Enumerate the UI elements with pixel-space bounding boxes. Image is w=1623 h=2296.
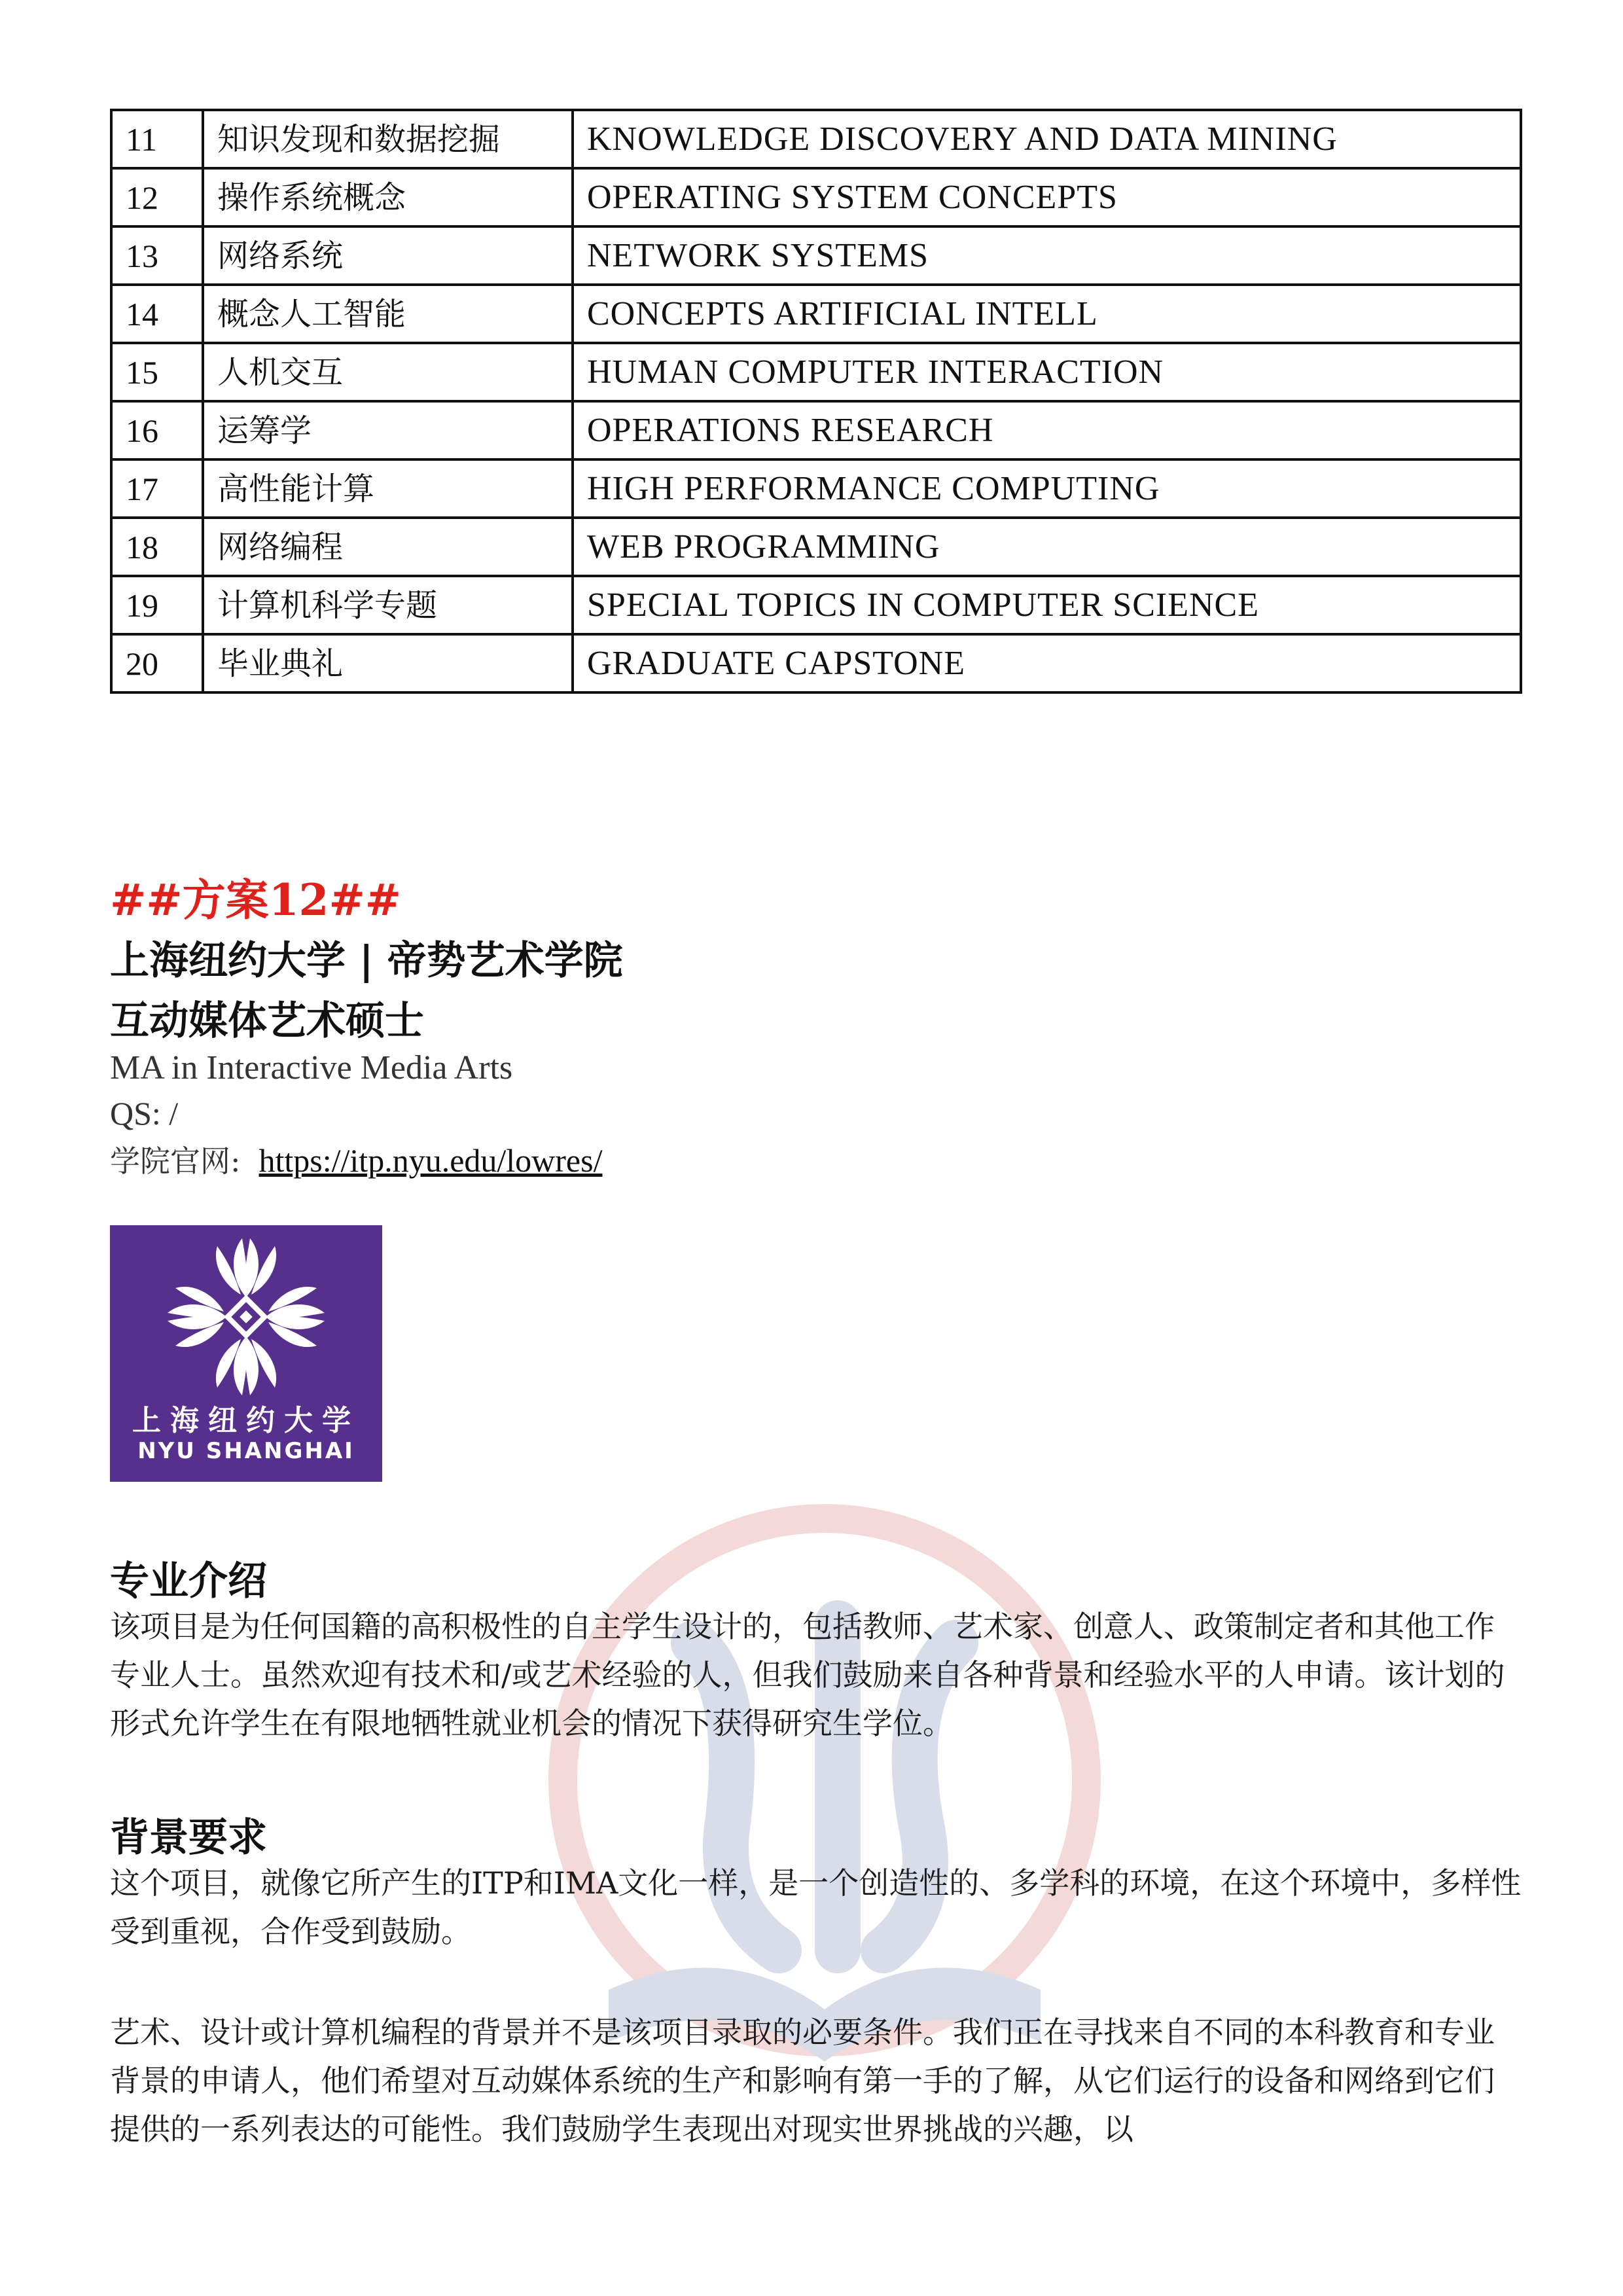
background-heading: 背景要求 [110, 1815, 267, 1861]
course-name-cn: 知识发现和数据挖掘 [203, 110, 573, 168]
course-row [111, 168, 1521, 226]
course-name-cn: 概念人工智能 [203, 285, 573, 343]
course-name-cn: 网络系统 [203, 226, 573, 285]
course-name-en: NETWORK SYSTEMS [573, 226, 1521, 285]
qs-ranking: QS: / [110, 1095, 179, 1132]
course-row [111, 401, 1521, 459]
course-name-en: CONCEPTS ARTIFICIAL INTELL [573, 285, 1521, 343]
course-number: 11 [111, 110, 203, 168]
course-number: 12 [111, 168, 203, 226]
course-row [111, 343, 1521, 401]
course-name-en: HIGH PERFORMANCE COMPUTING [573, 459, 1521, 518]
plan-label: ##方案12## [110, 874, 402, 925]
course-number: 13 [111, 226, 203, 285]
course-row [111, 518, 1521, 576]
course-name-cn: 计算机科学专题 [203, 576, 573, 634]
course-name-en: WEB PROGRAMMING [573, 518, 1521, 576]
course-name-cn: 毕业典礼 [203, 634, 573, 692]
course-name-en: GRADUATE CAPSTONE [573, 634, 1521, 692]
course-name-cn: 人机交互 [203, 343, 573, 401]
course-row [111, 226, 1521, 285]
course-number: 20 [111, 634, 203, 692]
course-row [111, 110, 1521, 168]
nyu-shanghai-logo [110, 1225, 382, 1482]
course-name-en: HUMAN COMPUTER INTERACTION [573, 343, 1521, 401]
course-number: 14 [111, 285, 203, 343]
intro-paragraph: 该项目是为任何国籍的高积极性的自主学生设计的，包括教师、艺术家、创意人、政策制定者和其他工作专业人士。虽然欢迎有技术和/或艺术经验的人，但我们鼓励来自各种背景和经验水平的人申请。该计划的形式允许学生在有限地牺牲就业机会的情况下获得研究生学位。 [110, 1609, 1505, 1741]
website-row [110, 1138, 602, 1181]
website-label: 学院官网: [110, 1143, 241, 1179]
background-paragraph-1: 这个项目，就像它所产生的ITP和IMA文化一样，是一个创造性的、多学科的环境，在这个环境中，多样性受到重视，合作受到鼓励。 [110, 1865, 1522, 1949]
english-program-name: MA in Interactive Media Arts [110, 1049, 513, 1086]
degree-name: 互动媒体艺术硕士 [110, 998, 424, 1044]
course-name-en: OPERATIONS RESEARCH [573, 401, 1521, 459]
course-name-en: OPERATING SYSTEM CONCEPTS [573, 168, 1521, 226]
course-row [111, 459, 1521, 518]
course-table [110, 109, 1522, 694]
course-row [111, 285, 1521, 343]
website-link[interactable]: https://itp.nyu.edu/lowres/ [259, 1142, 603, 1179]
logo-name-en: NYU SHANGHAI [137, 1438, 355, 1464]
course-row [111, 576, 1521, 634]
background-paragraph-2: 艺术、设计或计算机编程的背景并不是该项目录取的必要条件。我们正在寻找来自不同的本科教育和专业背景的申请人，他们希望对互动媒体系统的生产和影响有第一手的了解，从它们运行的设备和网络到它们提供的一系列表达的可能性。我们鼓励学生表现出对现实世界挑战的兴趣，以 [110, 2015, 1495, 2147]
logo-name-cn: 上海纽约大学 [132, 1404, 360, 1437]
course-number: 18 [111, 518, 203, 576]
course-number: 16 [111, 401, 203, 459]
course-number: 15 [111, 343, 203, 401]
intro-heading: 专业介绍 [110, 1558, 267, 1604]
course-name-en: KNOWLEDGE DISCOVERY AND DATA MINING [573, 110, 1521, 168]
school-name: 上海纽约大学 | 帝势艺术学院 [110, 938, 623, 984]
course-name-en: SPECIAL TOPICS IN COMPUTER SCIENCE [573, 576, 1521, 634]
course-name-cn: 高性能计算 [203, 459, 573, 518]
course-number: 17 [111, 459, 203, 518]
course-name-cn: 网络编程 [203, 518, 573, 576]
course-number: 19 [111, 576, 203, 634]
course-name-cn: 操作系统概念 [203, 168, 573, 226]
course-row [111, 634, 1521, 692]
course-name-cn: 运筹学 [203, 401, 573, 459]
